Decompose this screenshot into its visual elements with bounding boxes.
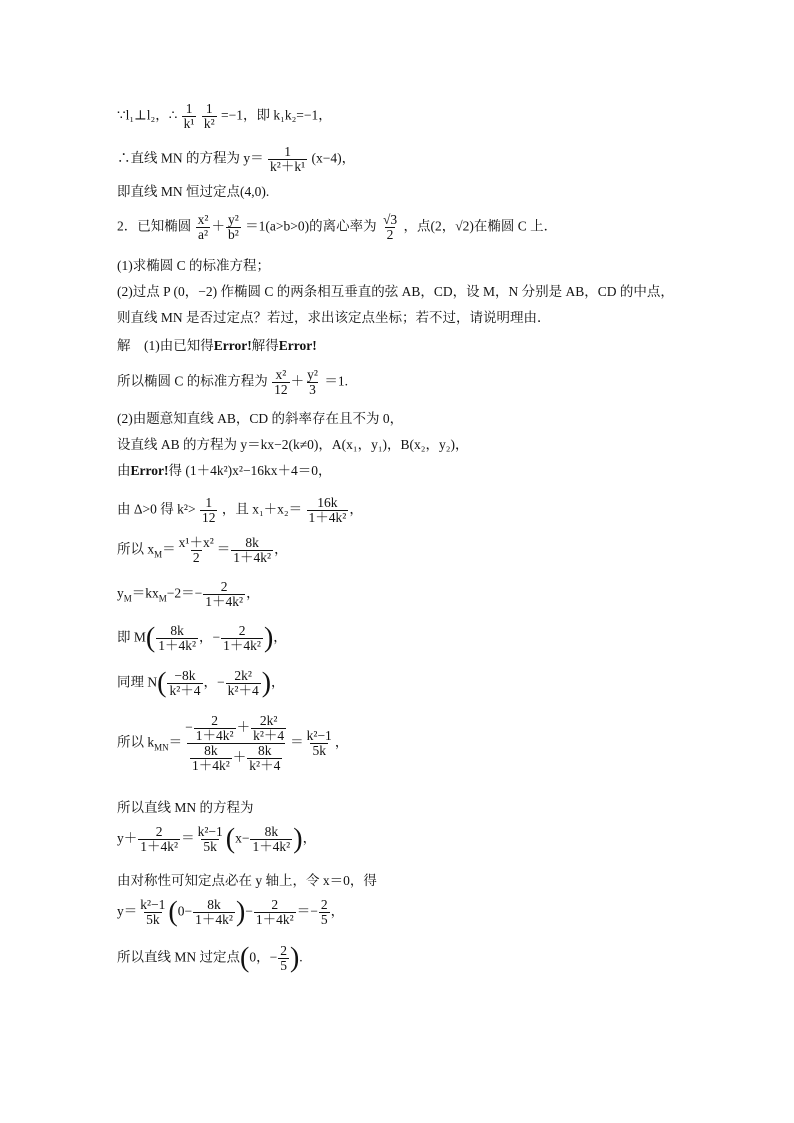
- problem-2-statement: 2．已知椭圆 $\frac{\text{x²}}{\text{a²}}$ ＋ $\frac{\text{y²}}{\text{b²}}$ ＝1(a>b>0)的离心率为 $\frac{√3}{2}$ ，点(2，√2)在椭圆 C 上．: [117, 212, 558, 242]
- point-n: 同理 N( $\frac{-8k}{\text{k²＋4}}$ ，− $\frac{\text{2k²}}{\text{k²＋4}}$ )，: [117, 667, 285, 699]
- line-fixed-point: 即直线 MN 恒过定点(4,0).: [117, 184, 270, 199]
- question-2-line2: 则直线 MN 是否过定点？若过，求出该定点坐标；若不过，请说明理由．: [117, 310, 551, 325]
- point-m: 即 M( $\frac{8k}{\text{1＋4k²}}$ ，− $\frac{2}{\text{1＋4k²}}$ )，: [117, 622, 287, 654]
- solution-part1: 解 (1)由已知得Error!解得Error!: [117, 338, 317, 353]
- solution-part2-intro: (2)由题意知直线 AB，CD 的斜率存在且不为 0，: [117, 411, 404, 426]
- line-mn-equation: ∴直线 MN 的方程为 y＝ $\frac{1}{\text{k²＋k¹}}$ (x−4)，: [117, 144, 356, 174]
- ym-line: $y_M=kx_M-2=-$ $\frac{2}{\text{1＋4k²}}$ ，: [117, 579, 260, 609]
- symmetry-line: 由对称性可知定点必在 y 轴上，令 x＝0，得: [117, 873, 377, 888]
- y-intercept-equation: y＝ $\frac{\text{k²−1}}{5k}$ (0− $\frac{8k}{\text{1＋4k²}}$ )− $\frac{2}{\text{1＋4k²}}$ ＝− $\frac{2}{5}$ ，: [117, 896, 345, 928]
- discriminant-line: 由 Δ>0 得 k²> $\frac{1}{12}$ ，且 x₁＋x₂＝ $\frac{16k}{\text{1＋4k²}}$ ，: [117, 495, 363, 525]
- ellipse-standard-equation: 所以椭圆 C 的标准方程为 $\frac{\text{x²}}{12}$ ＋ $\frac{\text{y²}}{3}$ ＝1.: [117, 367, 348, 397]
- question-1: (1)求椭圆 C 的标准方程；: [117, 258, 270, 273]
- fixed-point-conclusion: 所以直线 MN 过定点(0，− $\frac{2}{5}$ ).: [117, 942, 303, 974]
- mn-equation: y＋ $\frac{2}{\text{1＋4k²}}$ ＝ $\frac{\text{k²−1}}{5k}$ (x− $\frac{8k}{\text{1＋4k²}}$ )，: [117, 823, 317, 855]
- slope-kmn: 所以 $k_{MN}=$ − $\frac{2}{\text{1＋4k²}}$ ＋ $\frac{\text{2k²}}{\text{k²＋4}}$ $\frac{8k}{\text{1＋4k²}}$ ＋ $\frac{8k}{\text{k²＋4}}$ ＝ $\frac{\text{k²−1}}{5k}$ ，: [117, 713, 349, 773]
- question-2-line1: (2)过点 P (0，−2) 作椭圆 C 的两条相互垂直的弦 AB，CD，设 M，N 分别是 AB，CD 的中点，: [117, 284, 674, 299]
- mn-equation-label: 所以直线 MN 的方程为: [117, 800, 254, 815]
- line-ab-definition: 设直线 AB 的方程为 y＝kx−2(k≠0)，A(x₁，y₁)，B(x₂，y₂)，: [117, 437, 469, 452]
- xm-line: 所以 $x_M=$ $\frac{\text{x¹＋x²}}{2}$ ＝ $\frac{8k}{\text{1＋4k²}}$ ，: [117, 535, 288, 565]
- line-perpendicular: ∵l₁⊥l₂，∴ $\frac{1}{\text{k¹}}$ $\frac{1}{\text{k²}}$ =−1，即 k₁k₂=−1，: [117, 101, 332, 131]
- quadratic-equation: 由Error!得 (1＋4k²)x²−16kx＋4＝0，: [117, 463, 332, 478]
